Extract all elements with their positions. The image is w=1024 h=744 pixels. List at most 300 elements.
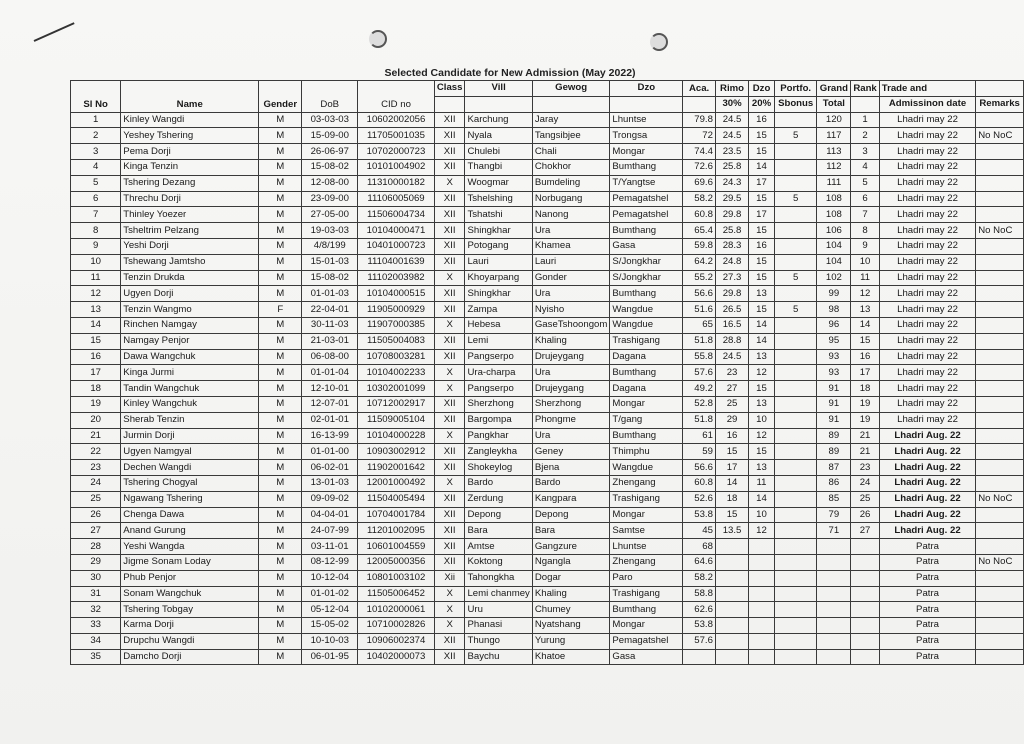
cell-dob: 12-08-00 xyxy=(302,175,358,191)
cell-rimo: 15 xyxy=(715,444,748,460)
cell-rank: 1 xyxy=(851,112,879,128)
cell-dob: 05-12-04 xyxy=(302,602,358,618)
cell-portfo: 5 xyxy=(774,191,817,207)
cell-sl: 30 xyxy=(71,570,121,586)
cell-gewog: Ura xyxy=(532,365,610,381)
cell-dzo20 xyxy=(749,570,775,586)
cell-gender: M xyxy=(259,633,302,649)
cell-aca: 51.6 xyxy=(683,302,716,318)
cell-name: Sherab Tenzin xyxy=(121,412,259,428)
cell-trade: Lhadri may 22 xyxy=(879,112,975,128)
table-row xyxy=(71,412,1024,428)
cell-portfo xyxy=(774,207,817,223)
cell-gewog: Geney xyxy=(532,444,610,460)
cell-trade: Lhadri may 22 xyxy=(879,144,975,160)
cell-sl: 31 xyxy=(71,586,121,602)
cell-class: XII xyxy=(434,191,465,207)
cell-class: XII xyxy=(434,491,465,507)
cell-dzo: Trashigang xyxy=(610,491,683,507)
cell-dzo20: 15 xyxy=(749,191,775,207)
cell-dzo: Trongsa xyxy=(610,128,683,144)
cell-grand: 117 xyxy=(817,128,851,144)
table-row xyxy=(71,175,1024,191)
cell-sl: 32 xyxy=(71,602,121,618)
cell-portfo xyxy=(774,254,817,270)
header-grand: Grand xyxy=(817,81,851,97)
cell-cid: 10903002912 xyxy=(358,444,435,460)
cell-cid: 11705001035 xyxy=(358,128,435,144)
table-row xyxy=(71,475,1024,491)
cell-gewog: Drujeygang xyxy=(532,381,610,397)
table-row xyxy=(71,381,1024,397)
cell-sl: 26 xyxy=(71,507,121,523)
cell-trade: Lhadri may 22 xyxy=(879,207,975,223)
punch-hole-left xyxy=(369,30,387,48)
cell-sl: 1 xyxy=(71,112,121,128)
cell-sl: 8 xyxy=(71,223,121,239)
cell-gewog: Drujeygang xyxy=(532,349,610,365)
cell-dzo20: 13 xyxy=(749,286,775,302)
cell-gender: M xyxy=(259,349,302,365)
cell-remarks xyxy=(976,507,1024,523)
cell-rimo: 15 xyxy=(715,507,748,523)
cell-gender: M xyxy=(259,381,302,397)
header-gewog-blank xyxy=(532,96,610,112)
cell-rank: 15 xyxy=(851,333,879,349)
cell-sl: 4 xyxy=(71,159,121,175)
cell-dzo20: 14 xyxy=(749,159,775,175)
cell-name: Dechen Wangdi xyxy=(121,460,259,476)
cell-cid: 10104002233 xyxy=(358,365,435,381)
cell-gender: M xyxy=(259,223,302,239)
cell-rimo: 16.5 xyxy=(715,317,748,333)
cell-dzo: Thimphu xyxy=(610,444,683,460)
cell-rimo: 27 xyxy=(715,381,748,397)
cell-class: XII xyxy=(434,333,465,349)
cell-vill: Bara xyxy=(465,523,532,539)
cell-dob: 4/8/199 xyxy=(302,238,358,254)
cell-class: Xii xyxy=(434,570,465,586)
cell-rimo: 29.8 xyxy=(715,207,748,223)
cell-rimo xyxy=(715,570,748,586)
table-row xyxy=(71,491,1024,507)
cell-grand: 91 xyxy=(817,412,851,428)
cell-trade: Lhadri Aug. 22 xyxy=(879,444,975,460)
cell-class: X xyxy=(434,428,465,444)
cell-rimo xyxy=(715,618,748,634)
cell-dzo20: 15 xyxy=(749,270,775,286)
cell-gender: M xyxy=(259,207,302,223)
cell-remarks: No NoC xyxy=(976,223,1024,239)
cell-gender: M xyxy=(259,428,302,444)
cell-dzo20: 12 xyxy=(749,365,775,381)
cell-rank: 10 xyxy=(851,254,879,270)
cell-dob: 21-03-01 xyxy=(302,333,358,349)
cell-aca: 55.2 xyxy=(683,270,716,286)
cell-grand: 106 xyxy=(817,223,851,239)
cell-dzo20: 17 xyxy=(749,207,775,223)
cell-trade: Lhadri may 22 xyxy=(879,191,975,207)
cell-portfo xyxy=(774,554,817,570)
cell-dzo20 xyxy=(749,649,775,665)
cell-gender: M xyxy=(259,396,302,412)
cell-dob: 03-03-03 xyxy=(302,112,358,128)
table-row xyxy=(71,333,1024,349)
cell-vill: Lemi xyxy=(465,333,532,349)
cell-gender: M xyxy=(259,175,302,191)
table-row xyxy=(71,460,1024,476)
cell-dzo: Mongar xyxy=(610,144,683,160)
cell-class: XII xyxy=(434,302,465,318)
cell-aca: 69.6 xyxy=(683,175,716,191)
cell-portfo xyxy=(774,317,817,333)
cell-portfo xyxy=(774,112,817,128)
cell-dzo: Dagana xyxy=(610,349,683,365)
table-row xyxy=(71,523,1024,539)
header-dzo-blank xyxy=(610,96,683,112)
cell-name: Drupchu Wangdi xyxy=(121,633,259,649)
cell-portfo xyxy=(774,539,817,555)
cell-gewog: Kangpara xyxy=(532,491,610,507)
header-aca: Aca. xyxy=(683,81,716,97)
cell-gender: M xyxy=(259,539,302,555)
cell-remarks xyxy=(976,396,1024,412)
cell-dob: 02-01-01 xyxy=(302,412,358,428)
cell-grand xyxy=(817,539,851,555)
cell-remarks xyxy=(976,159,1024,175)
cell-dzo: Pemagatshel xyxy=(610,191,683,207)
header-gewog: Gewog xyxy=(532,81,610,97)
cell-dob: 01-01-02 xyxy=(302,586,358,602)
cell-aca: 65.4 xyxy=(683,223,716,239)
cell-cid: 10401000723 xyxy=(358,238,435,254)
cell-class: XII xyxy=(434,396,465,412)
header-aca-blank xyxy=(683,96,716,112)
cell-remarks xyxy=(976,586,1024,602)
cell-trade: Lhadri Aug. 22 xyxy=(879,491,975,507)
cell-portfo xyxy=(774,633,817,649)
cell-grand: 108 xyxy=(817,191,851,207)
cell-class: XII xyxy=(434,128,465,144)
cell-dzo20: 10 xyxy=(749,507,775,523)
cell-gewog: Bumdeling xyxy=(532,175,610,191)
cell-gewog: Lauri xyxy=(532,254,610,270)
cell-grand: 108 xyxy=(817,207,851,223)
table-row xyxy=(71,128,1024,144)
cell-gender: M xyxy=(259,128,302,144)
cell-cid: 11310000182 xyxy=(358,175,435,191)
cell-vill: Hebesa xyxy=(465,317,532,333)
cell-remarks xyxy=(976,618,1024,634)
cell-dzo: Zhengang xyxy=(610,554,683,570)
cell-dzo: Gasa xyxy=(610,649,683,665)
header-cid: CID no xyxy=(358,81,435,113)
cell-dzo20: 14 xyxy=(749,491,775,507)
table-row xyxy=(71,602,1024,618)
cell-remarks xyxy=(976,349,1024,365)
cell-portfo xyxy=(774,223,817,239)
cell-sl: 27 xyxy=(71,523,121,539)
header-rank: Rank xyxy=(851,81,879,97)
cell-gewog: Ura xyxy=(532,286,610,302)
cell-cid: 10104000471 xyxy=(358,223,435,239)
cell-grand: 91 xyxy=(817,381,851,397)
cell-remarks xyxy=(976,191,1024,207)
cell-trade: Lhadri may 22 xyxy=(879,159,975,175)
cell-rimo xyxy=(715,602,748,618)
cell-rimo xyxy=(715,539,748,555)
cell-trade: Lhadri may 22 xyxy=(879,412,975,428)
table-row xyxy=(71,207,1024,223)
cell-portfo: 5 xyxy=(774,270,817,286)
cell-remarks xyxy=(976,286,1024,302)
cell-trade: Lhadri may 22 xyxy=(879,349,975,365)
cell-rank: 24 xyxy=(851,475,879,491)
cell-sl: 20 xyxy=(71,412,121,428)
cell-dob: 22-04-01 xyxy=(302,302,358,318)
cell-vill: Chulebi xyxy=(465,144,532,160)
cell-rank: 7 xyxy=(851,207,879,223)
cell-class: X xyxy=(434,381,465,397)
document-title: Selected Candidate for New Admission (May 2022) xyxy=(384,67,636,79)
cell-rimo: 25 xyxy=(715,396,748,412)
cell-remarks xyxy=(976,539,1024,555)
cell-gewog: Ura xyxy=(532,223,610,239)
cell-trade: Lhadri may 22 xyxy=(879,238,975,254)
cell-rimo xyxy=(715,554,748,570)
cell-grand: 86 xyxy=(817,475,851,491)
cell-gender: M xyxy=(259,586,302,602)
cell-class: XII xyxy=(434,412,465,428)
cell-gender: M xyxy=(259,602,302,618)
cell-vill: Pangserpo xyxy=(465,381,532,397)
header-sl-no: Sl No xyxy=(71,81,121,113)
cell-sl: 24 xyxy=(71,475,121,491)
cell-dzo20 xyxy=(749,554,775,570)
cell-gewog: GaseTshoongom xyxy=(532,317,610,333)
cell-remarks xyxy=(976,254,1024,270)
cell-grand: 71 xyxy=(817,523,851,539)
cell-aca: 74.4 xyxy=(683,144,716,160)
table-row xyxy=(71,649,1024,665)
cell-class: X xyxy=(434,365,465,381)
cell-rank xyxy=(851,633,879,649)
cell-vill: Thangbi xyxy=(465,159,532,175)
cell-dzo: T/gang xyxy=(610,412,683,428)
cell-class: XII xyxy=(434,460,465,476)
cell-vill: Koktong xyxy=(465,554,532,570)
cell-gender: F xyxy=(259,302,302,318)
table-row xyxy=(71,223,1024,239)
cell-remarks xyxy=(976,649,1024,665)
cell-remarks xyxy=(976,381,1024,397)
cell-vill: Shingkhar xyxy=(465,286,532,302)
cell-rank: 18 xyxy=(851,381,879,397)
cell-dzo: Bumthang xyxy=(610,602,683,618)
cell-aca: 49.2 xyxy=(683,381,716,397)
cell-cid: 10402000073 xyxy=(358,649,435,665)
cell-class: XII xyxy=(434,207,465,223)
header-rank-blank xyxy=(851,96,879,112)
cell-rank: 6 xyxy=(851,191,879,207)
cell-dzo: Bumthang xyxy=(610,286,683,302)
cell-dob: 15-09-00 xyxy=(302,128,358,144)
cell-dzo20: 15 xyxy=(749,254,775,270)
cell-gender: M xyxy=(259,444,302,460)
cell-vill: Thungo xyxy=(465,633,532,649)
cell-portfo xyxy=(774,570,817,586)
cell-aca: 51.8 xyxy=(683,412,716,428)
cell-portfo xyxy=(774,144,817,160)
cell-remarks xyxy=(976,317,1024,333)
cell-class: X xyxy=(434,175,465,191)
cell-grand: 98 xyxy=(817,302,851,318)
cell-dob: 24-07-99 xyxy=(302,523,358,539)
cell-portfo xyxy=(774,618,817,634)
cell-rimo: 23.5 xyxy=(715,144,748,160)
table-row xyxy=(71,507,1024,523)
cell-rank: 25 xyxy=(851,491,879,507)
cell-remarks xyxy=(976,270,1024,286)
cell-dzo: Wangdue xyxy=(610,302,683,318)
cell-dzo: Trashigang xyxy=(610,586,683,602)
cell-name: Ugyen Dorji xyxy=(121,286,259,302)
cell-aca: 58.2 xyxy=(683,191,716,207)
cell-remarks xyxy=(976,428,1024,444)
cell-sl: 21 xyxy=(71,428,121,444)
cell-rank xyxy=(851,618,879,634)
cell-dob: 03-11-01 xyxy=(302,539,358,555)
cell-aca: 56.6 xyxy=(683,286,716,302)
cell-gender: M xyxy=(259,365,302,381)
cell-dzo20 xyxy=(749,539,775,555)
cell-aca: 62.6 xyxy=(683,602,716,618)
cell-portfo: 5 xyxy=(774,128,817,144)
header-rimo: Rimo xyxy=(715,81,748,97)
cell-aca: 65 xyxy=(683,317,716,333)
cell-trade: Patra xyxy=(879,539,975,555)
cell-dzo: Wangdue xyxy=(610,460,683,476)
cell-gewog: Nanong xyxy=(532,207,610,223)
cell-gewog: Tangsibjee xyxy=(532,128,610,144)
cell-dob: 27-05-00 xyxy=(302,207,358,223)
cell-rimo: 28.8 xyxy=(715,333,748,349)
cell-cid: 12001000492 xyxy=(358,475,435,491)
cell-gewog: Nyatshang xyxy=(532,618,610,634)
cell-dob: 08-12-99 xyxy=(302,554,358,570)
cell-vill: Sherzhong xyxy=(465,396,532,412)
cell-dzo: Mongar xyxy=(610,618,683,634)
cell-trade: Patra xyxy=(879,586,975,602)
cell-dzo20: 13 xyxy=(749,349,775,365)
cell-name: Yeshi Dorji xyxy=(121,238,259,254)
cell-rimo: 14 xyxy=(715,475,748,491)
cell-gender: M xyxy=(259,460,302,476)
cell-rimo: 27.3 xyxy=(715,270,748,286)
cell-aca: 60.8 xyxy=(683,207,716,223)
cell-trade: Patra xyxy=(879,618,975,634)
table-row xyxy=(71,191,1024,207)
cell-cid: 11102003982 xyxy=(358,270,435,286)
cell-trade: Patra xyxy=(879,602,975,618)
cell-rank xyxy=(851,570,879,586)
cell-aca: 64.2 xyxy=(683,254,716,270)
cell-cid: 10104000515 xyxy=(358,286,435,302)
header-dzo20: Dzo xyxy=(749,81,775,97)
cell-name: Yeshey Tshering xyxy=(121,128,259,144)
cell-dzo: Lhuntse xyxy=(610,112,683,128)
cell-vill: Baychu xyxy=(465,649,532,665)
cell-sl: 19 xyxy=(71,396,121,412)
table-row xyxy=(71,112,1024,128)
cell-gewog: Bara xyxy=(532,523,610,539)
cell-grand xyxy=(817,554,851,570)
header-grand-total: Total xyxy=(817,96,851,112)
cell-rimo: 24.5 xyxy=(715,112,748,128)
cell-dzo20: 14 xyxy=(749,317,775,333)
cell-rank: 26 xyxy=(851,507,879,523)
cell-cid: 11201002095 xyxy=(358,523,435,539)
cell-name: Namgay Penjor xyxy=(121,333,259,349)
cell-grand: 79 xyxy=(817,507,851,523)
cell-name: Chenga Dawa xyxy=(121,507,259,523)
cell-vill: Depong xyxy=(465,507,532,523)
cell-remarks xyxy=(976,302,1024,318)
cell-rimo: 29.8 xyxy=(715,286,748,302)
cell-aca: 55.8 xyxy=(683,349,716,365)
cell-grand: 99 xyxy=(817,286,851,302)
pen-mark xyxy=(34,22,75,42)
cell-aca xyxy=(683,649,716,665)
cell-trade: Lhadri may 22 xyxy=(879,270,975,286)
cell-rimo xyxy=(715,586,748,602)
cell-rimo: 23 xyxy=(715,365,748,381)
cell-portfo xyxy=(774,349,817,365)
cell-aca: 57.6 xyxy=(683,633,716,649)
cell-gender: M xyxy=(259,159,302,175)
cell-vill: Tshelshing xyxy=(465,191,532,207)
cell-gewog: Khaling xyxy=(532,586,610,602)
cell-aca: 79.8 xyxy=(683,112,716,128)
cell-grand: 95 xyxy=(817,333,851,349)
cell-dzo20: 15 xyxy=(749,128,775,144)
cell-trade: Lhadri may 22 xyxy=(879,223,975,239)
table-row xyxy=(71,586,1024,602)
cell-rank: 17 xyxy=(851,365,879,381)
cell-portfo xyxy=(774,412,817,428)
header-gender: Gender xyxy=(259,81,302,113)
cell-grand xyxy=(817,602,851,618)
cell-vill: Uru xyxy=(465,602,532,618)
cell-grand: 89 xyxy=(817,428,851,444)
cell-sl: 10 xyxy=(71,254,121,270)
cell-grand xyxy=(817,618,851,634)
cell-cid: 10102000061 xyxy=(358,602,435,618)
cell-grand: 111 xyxy=(817,175,851,191)
cell-name: Sonam Wangchuk xyxy=(121,586,259,602)
cell-remarks xyxy=(976,412,1024,428)
cell-gender: M xyxy=(259,618,302,634)
cell-class: XII xyxy=(434,159,465,175)
header-dzo: Dzo xyxy=(610,81,683,97)
cell-sl: 6 xyxy=(71,191,121,207)
cell-dob: 10-10-03 xyxy=(302,633,358,649)
cell-portfo xyxy=(774,333,817,349)
header-portfo-sbonus: Sbonus xyxy=(774,96,817,112)
cell-gender: M xyxy=(259,491,302,507)
cell-class: XII xyxy=(434,649,465,665)
header-remarks-top xyxy=(976,81,1024,97)
